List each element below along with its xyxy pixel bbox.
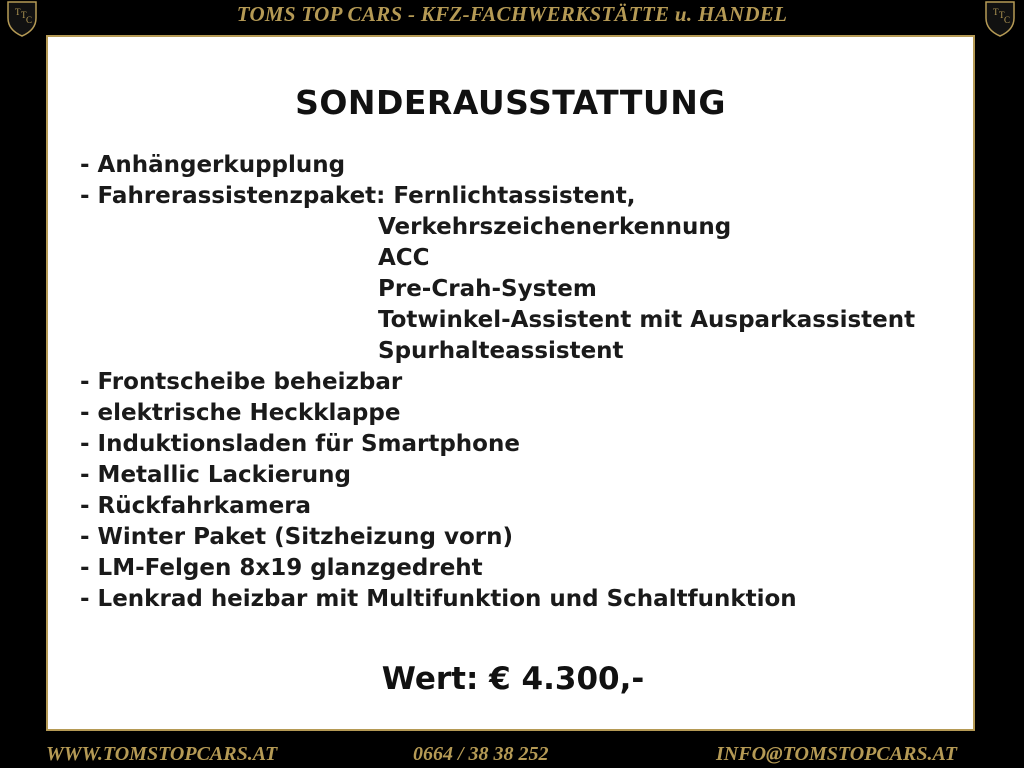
ttc-logo-icon [2,0,42,38]
list-item: - Induktionsladen für Smartphone [80,431,520,457]
list-item: - Lenkrad heizbar mit Multifunktion und Schaltfunktion [80,586,797,612]
svg-text:T: T [993,7,999,17]
list-item: Spurhalteassistent [378,338,624,364]
svg-text:C: C [26,15,33,25]
list-item: - Rückfahrkamera [80,493,312,519]
price-value: Wert: € 4.300,- [381,661,645,697]
list-item: - elektrische Heckklappe [80,400,401,426]
svg-text:T: T [21,10,27,20]
footer-email: INFO@TOMSTOPCARS.AT [716,743,957,765]
header [0,0,1024,30]
equipment-list [80,150,915,615]
list-item: Pre-Crah-System [378,276,597,302]
header-title: TOMS TOP CARS - KFZ-FACHWERKSTÄTTE u. HANDEL [236,2,788,26]
list-item: - Frontscheibe beheizbar [80,369,403,395]
footer-phone: 0664 / 38 38 252 [413,743,549,765]
list-item: - Winter Paket (Sitzheizung vorn) [80,524,513,550]
svg-text:T: T [15,7,21,17]
list-item: - Anhängerkupplung [80,152,346,178]
footer-website: WWW.TOMSTOPCARS.AT [46,743,278,765]
list-item: ACC [378,245,430,271]
list-item: Totwinkel-Assistent mit Ausparkassistent [378,307,916,333]
list-item: - Metallic Lackierung [80,462,351,488]
panel-title: SONDERAUSSTATTUNG [295,83,726,122]
list-item: - Fahrerassistenzpaket: Fernlichtassistent, [80,183,636,209]
equipment-panel [46,35,975,731]
ttc-logo-icon [980,0,1020,38]
list-item: Verkehrszeichenerkennung [378,214,732,240]
svg-text:C: C [1004,15,1011,25]
list-item: - LM-Felgen 8x19 glanzgedreht [80,555,483,581]
svg-text:T: T [999,10,1005,20]
